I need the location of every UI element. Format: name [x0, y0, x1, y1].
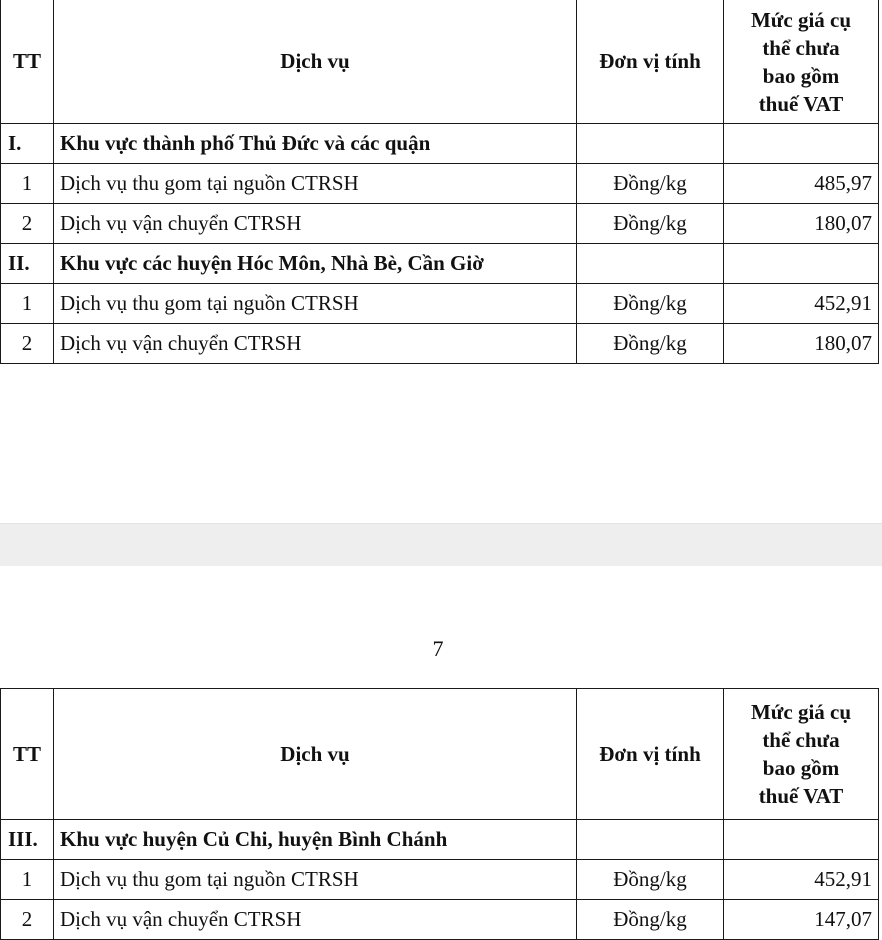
table-row: [1, 164, 879, 204]
header-price-line: Mức giá cụ: [750, 7, 852, 32]
table-row: [1, 324, 879, 364]
header-tt: TT: [1, 689, 54, 820]
table-row: [1, 860, 879, 900]
section-row: [1, 820, 879, 860]
empty-cell: [724, 820, 879, 860]
section-number: II.: [1, 244, 54, 284]
row-unit: Đồng/kg: [577, 860, 724, 900]
row-tt: 2: [1, 900, 54, 940]
table-row: [1, 204, 879, 244]
row-tt: 1: [1, 164, 54, 204]
section-row: [1, 244, 879, 284]
empty-cell: [724, 124, 879, 164]
header-tt: TT: [1, 0, 54, 124]
empty-cell: [577, 244, 724, 284]
row-tt: 1: [1, 284, 54, 324]
header-price-line: thể chưa: [762, 728, 840, 752]
row-tt: 2: [1, 324, 54, 364]
section-number: III.: [1, 820, 54, 860]
header-price-line: thuế VAT: [758, 91, 844, 116]
section-title: Khu vực thành phố Thủ Đức và các quận: [54, 124, 577, 164]
row-price: 452,91: [724, 860, 879, 900]
section-row: [1, 124, 879, 164]
section-title: Khu vực các huyện Hóc Môn, Nhà Bè, Cần Giờ: [54, 244, 577, 284]
header-price: [724, 689, 879, 820]
header-price-line: bao gồm: [762, 756, 840, 780]
empty-cell: [724, 244, 879, 284]
table-header-row: [1, 689, 879, 820]
price-table-top: [0, 0, 879, 364]
header-price: [724, 0, 879, 124]
row-price: 147,07: [724, 900, 879, 940]
row-unit: Đồng/kg: [577, 284, 724, 324]
table-header-row: [1, 0, 879, 124]
header-unit: Đơn vị tính: [577, 689, 724, 820]
header-service: Dịch vụ: [54, 0, 577, 124]
row-tt: 2: [1, 204, 54, 244]
row-price: 180,07: [724, 204, 879, 244]
header-price-line: Mức giá cụ: [750, 700, 852, 724]
row-unit: Đồng/kg: [577, 324, 724, 364]
row-service: Dịch vụ thu gom tại nguồn CTRSH: [54, 860, 577, 900]
header-price-line: bao gồm: [762, 63, 840, 88]
header-price-line: thuế VAT: [758, 784, 844, 808]
row-unit: Đồng/kg: [577, 164, 724, 204]
header-service: Dịch vụ: [54, 689, 577, 820]
row-unit: Đồng/kg: [577, 900, 724, 940]
page-separator: [0, 523, 882, 566]
row-price: 452,91: [724, 284, 879, 324]
row-service: Dịch vụ vận chuyển CTRSH: [54, 324, 577, 364]
header-price-line: thể chưa: [762, 35, 840, 60]
row-price: 485,97: [724, 164, 879, 204]
row-service: Dịch vụ vận chuyển CTRSH: [54, 204, 577, 244]
section-title: Khu vực huyện Củ Chi, huyện Bình Chánh: [54, 820, 577, 860]
row-service: Dịch vụ vận chuyển CTRSH: [54, 900, 577, 940]
row-service: Dịch vụ thu gom tại nguồn CTRSH: [54, 164, 577, 204]
table-row: [1, 900, 879, 940]
empty-cell: [577, 124, 724, 164]
row-unit: Đồng/kg: [577, 204, 724, 244]
page-number: 7: [432, 636, 444, 661]
header-unit: Đơn vị tính: [577, 0, 724, 124]
empty-cell: [577, 820, 724, 860]
price-table-bottom: [0, 688, 879, 940]
table-row: [1, 284, 879, 324]
row-price: 180,07: [724, 324, 879, 364]
section-number: I.: [1, 124, 54, 164]
row-tt: 1: [1, 860, 54, 900]
row-service: Dịch vụ thu gom tại nguồn CTRSH: [54, 284, 577, 324]
